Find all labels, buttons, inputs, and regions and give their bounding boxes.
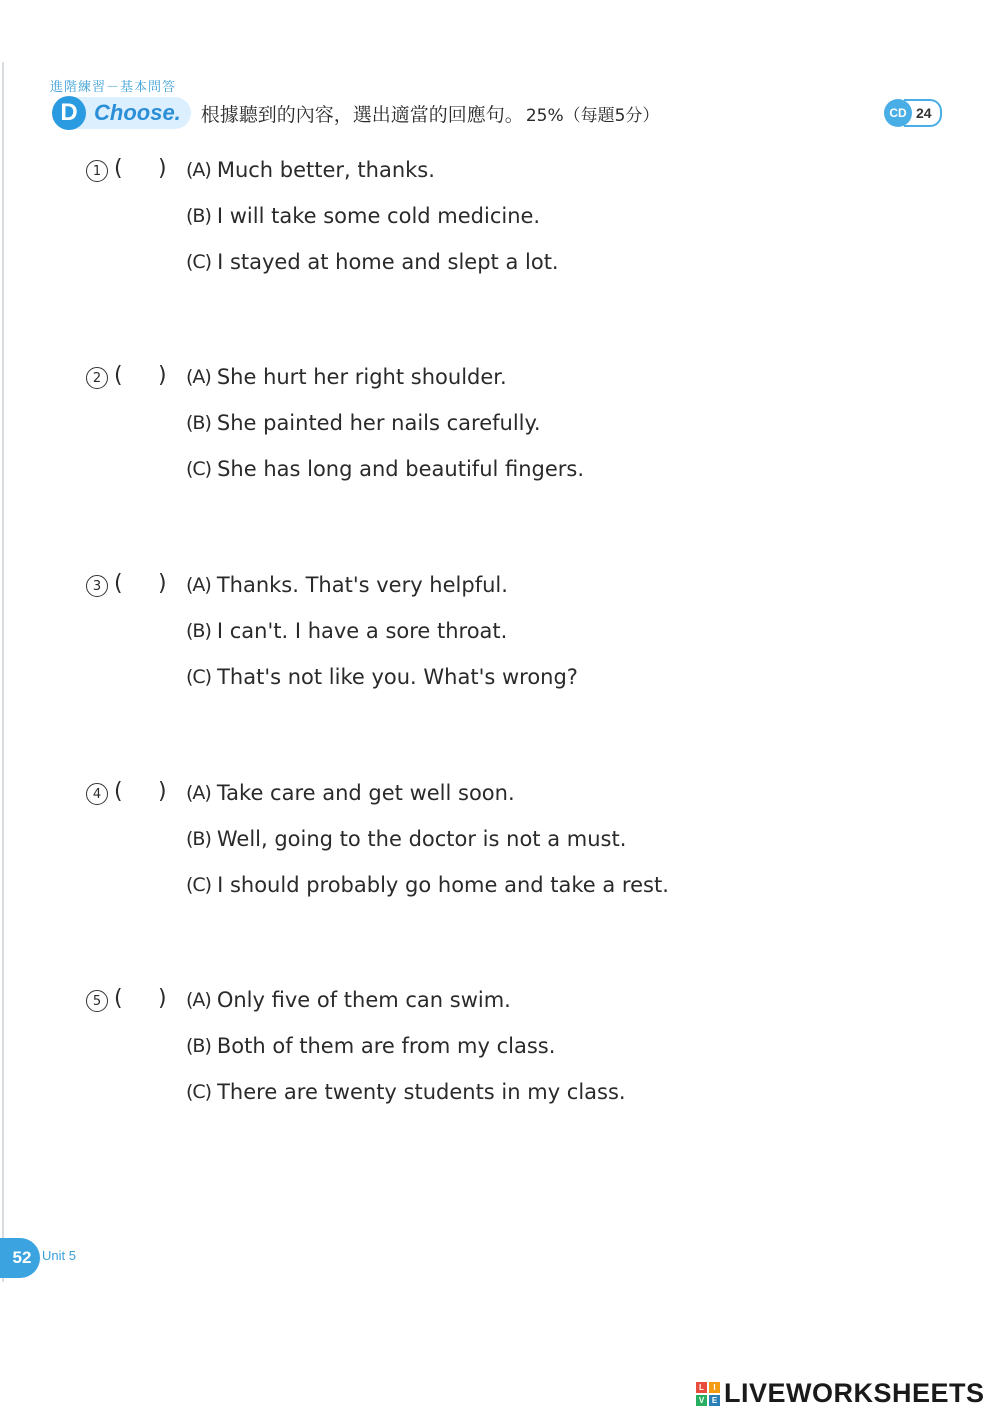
question-number: 3	[86, 575, 108, 597]
answer-paren-close: )	[158, 986, 167, 1011]
option-c	[186, 1080, 626, 1104]
answer-paren-close: )	[158, 156, 167, 181]
option-letter: (B)	[186, 828, 211, 850]
option-letter: (C)	[186, 874, 212, 896]
option-b	[186, 411, 541, 435]
section-subtitle: 進階練習－基本問答	[50, 80, 177, 95]
option-b	[186, 827, 626, 851]
option-a	[186, 573, 508, 597]
option-c	[186, 873, 669, 897]
answer-paren-open: (	[114, 571, 123, 596]
cd-track-badge	[884, 99, 942, 127]
option-text: She has long and beautiful fingers.	[217, 457, 585, 481]
question-number: 4	[86, 783, 108, 805]
option-text: Well, going to the doctor is not a must.	[216, 827, 627, 851]
liveworksheets-logo-icon	[696, 1382, 720, 1406]
question-header	[86, 783, 108, 805]
option-c	[186, 250, 559, 274]
option-text: She hurt her right shoulder.	[216, 365, 507, 389]
option-letter: (B)	[186, 412, 211, 434]
page-number-badge: 52	[0, 1238, 40, 1278]
option-letter: (A)	[186, 782, 211, 804]
option-text: I stayed at home and slept a lot.	[217, 250, 559, 274]
option-text: Thanks. That's very helpful.	[216, 573, 508, 597]
section-title: Choose.	[94, 100, 181, 125]
option-letter: (C)	[186, 1081, 212, 1103]
option-text: I can't. I have a sore throat.	[216, 619, 508, 643]
cd-icon: CD	[884, 99, 912, 127]
option-letter: (B)	[186, 1035, 211, 1057]
option-text: That's not like you. What's wrong?	[217, 665, 578, 689]
answer-paren-open: (	[114, 779, 123, 804]
option-letter: (C)	[186, 251, 212, 273]
question-number: 2	[86, 367, 108, 389]
answer-blank[interactable]	[124, 571, 154, 601]
option-a	[186, 365, 507, 389]
page-margin-line	[2, 62, 4, 1282]
option-text: Only five of them can swim.	[216, 988, 511, 1012]
instruction-text: 根據聽到的內容，選出適當的回應句。	[200, 103, 524, 126]
watermark-text: LIVEWORKSHEETS	[724, 1378, 985, 1408]
option-letter: (B)	[186, 620, 211, 642]
option-text: I will take some cold medicine.	[216, 204, 541, 228]
answer-blank[interactable]	[124, 986, 154, 1016]
unit-label: Unit 5	[42, 1248, 76, 1263]
option-letter: (C)	[186, 458, 212, 480]
logo-square: I	[709, 1382, 720, 1393]
option-b	[186, 204, 540, 228]
section-header	[52, 96, 659, 130]
logo-square: V	[696, 1395, 707, 1406]
question-header	[86, 160, 108, 182]
option-c	[186, 457, 584, 481]
cd-track-number: 24	[904, 99, 942, 127]
liveworksheets-watermark	[696, 1378, 985, 1409]
answer-paren-close: )	[158, 779, 167, 804]
answer-paren-close: )	[158, 571, 167, 596]
section-title-pill	[72, 97, 191, 129]
option-text: There are twenty students in my class.	[217, 1080, 626, 1104]
answer-blank[interactable]	[124, 363, 154, 393]
option-text: Take care and get well soon.	[216, 781, 515, 805]
question-number: 1	[86, 160, 108, 182]
answer-paren-open: (	[114, 986, 123, 1011]
question-header	[86, 575, 108, 597]
option-text: She painted her nails carefully.	[216, 411, 541, 435]
option-a	[186, 158, 435, 182]
option-b	[186, 1034, 555, 1058]
question-number: 5	[86, 990, 108, 1012]
question-header	[86, 367, 108, 389]
question-header	[86, 990, 108, 1012]
option-letter: (A)	[186, 989, 211, 1011]
option-c	[186, 665, 578, 689]
option-letter: (A)	[186, 574, 211, 596]
option-text: Much better, thanks.	[216, 158, 435, 182]
section-letter-badge: D	[52, 96, 86, 130]
option-text: Both of them are from my class.	[216, 1034, 556, 1058]
option-letter: (B)	[186, 205, 211, 227]
option-letter: (A)	[186, 366, 211, 388]
answer-paren-open: (	[114, 156, 123, 181]
option-text: I should probably go home and take a rest.	[217, 873, 669, 897]
option-b	[186, 619, 507, 643]
logo-square: L	[696, 1382, 707, 1393]
answer-paren-open: (	[114, 363, 123, 388]
score-text: 25%（每題5分）	[525, 105, 660, 126]
answer-blank[interactable]	[124, 779, 154, 809]
answer-paren-close: )	[158, 363, 167, 388]
option-a	[186, 988, 511, 1012]
answer-blank[interactable]	[124, 156, 154, 186]
option-letter: (C)	[186, 666, 212, 688]
logo-square: E	[709, 1395, 720, 1406]
option-a	[186, 781, 515, 805]
option-letter: (A)	[186, 159, 211, 181]
